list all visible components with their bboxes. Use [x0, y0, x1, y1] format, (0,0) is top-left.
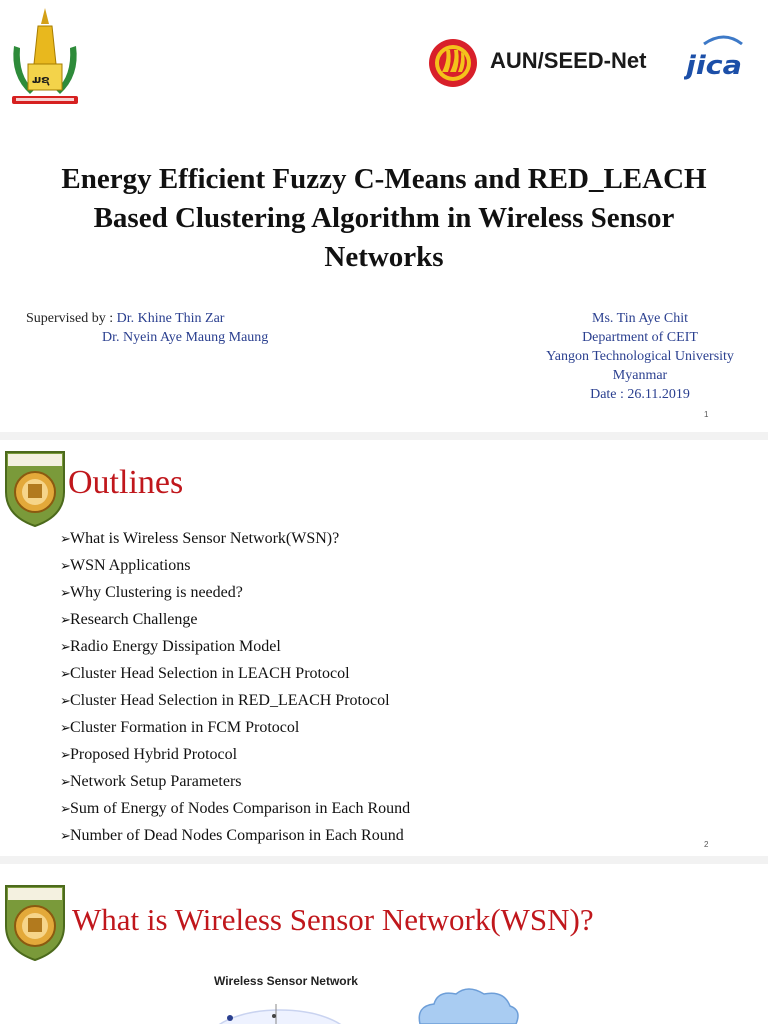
presentation-date: Date : 26.11.2019	[590, 387, 690, 402]
arrow-bullet-icon: ➢	[60, 774, 71, 789]
title-slide	[0, 0, 768, 432]
arrow-bullet-icon: ➢	[60, 558, 71, 573]
arrow-bullet-icon: ➢	[60, 720, 71, 735]
list-item: ➢Network Setup Parameters	[60, 768, 410, 795]
list-item: ➢Cluster Head Selection in LEACH Protocol	[60, 660, 410, 687]
ytu-emblem-icon	[2, 446, 68, 528]
author-name: Ms. Tin Aye Chit	[592, 311, 688, 326]
slide-heading: Outlines	[68, 464, 184, 501]
sensor-network-diagram-icon	[200, 1004, 360, 1024]
wsn-slide	[0, 864, 768, 1024]
list-item: ➢What is Wireless Sensor Network(WSN)?	[60, 525, 410, 552]
list-item: ➢Sum of Energy of Nodes Comparison in Each Round	[60, 795, 410, 822]
slide-divider	[0, 432, 768, 440]
list-item: ➢Why Clustering is needed?	[60, 579, 410, 606]
department: Department of CEIT	[582, 330, 698, 345]
outline-slide	[0, 440, 768, 856]
supervisor-2: Dr. Nyein Aye Maung Maung	[102, 330, 269, 345]
arrow-bullet-icon: ➢	[60, 801, 71, 816]
arrow-bullet-icon: ➢	[60, 612, 71, 627]
arrow-bullet-icon: ➢	[60, 531, 71, 546]
page-number: 2	[704, 840, 709, 849]
author-block	[520, 309, 760, 404]
aun-seed-net-label: AUN/SEED-Net	[490, 48, 647, 73]
slide-divider	[0, 856, 768, 864]
arrow-bullet-icon: ➢	[60, 747, 71, 762]
svg-text:ມຊ: ມຊ	[32, 73, 50, 86]
ytu-emblem-icon	[2, 880, 68, 962]
aun-logo-icon	[428, 38, 478, 88]
list-item: ➢Cluster Formation in FCM Protocol	[60, 714, 410, 741]
supervisor-block	[26, 309, 224, 328]
title-line-2: Based Clustering Algorithm in Wireless Sensor	[93, 202, 675, 234]
list-item: ➢Radio Energy Dissipation Model	[60, 633, 410, 660]
list-item: ➢WSN Applications	[60, 552, 410, 579]
supervisor-1: Dr. Khine Thin Zar	[116, 311, 225, 326]
outline-list	[60, 525, 410, 849]
title-line-3: Networks	[324, 241, 444, 273]
list-item: ➢Research Challenge	[60, 606, 410, 633]
title-line-1: Energy Efficient Fuzzy C-Means and RED_LEACH	[61, 163, 707, 195]
jica-logo-icon	[684, 30, 746, 80]
university-emblem-icon	[8, 6, 82, 110]
arrow-bullet-icon: ➢	[60, 666, 71, 681]
svg-text:jica: jica	[684, 51, 742, 80]
country: Myanmar	[612, 368, 668, 383]
diagram-label: Wireless Sensor Network	[214, 974, 358, 988]
arrow-bullet-icon: ➢	[60, 693, 71, 708]
supervised-label: Supervised by :	[26, 311, 117, 326]
slide-heading: What is Wireless Sensor Network(WSN)?	[72, 902, 594, 937]
list-item: ➢Number of Dead Nodes Comparison in Each Round	[60, 822, 410, 849]
university: Yangon Technological University	[546, 349, 734, 364]
arrow-bullet-icon: ➢	[60, 828, 71, 843]
arrow-bullet-icon: ➢	[60, 639, 71, 654]
cloud-icon	[412, 988, 522, 1024]
page-number: 1	[704, 410, 709, 419]
arrow-bullet-icon: ➢	[60, 585, 71, 600]
presentation-title	[20, 160, 748, 277]
list-item: ➢Cluster Head Selection in RED_LEACH Protocol	[60, 687, 410, 714]
list-item: ➢Proposed Hybrid Protocol	[60, 741, 410, 768]
